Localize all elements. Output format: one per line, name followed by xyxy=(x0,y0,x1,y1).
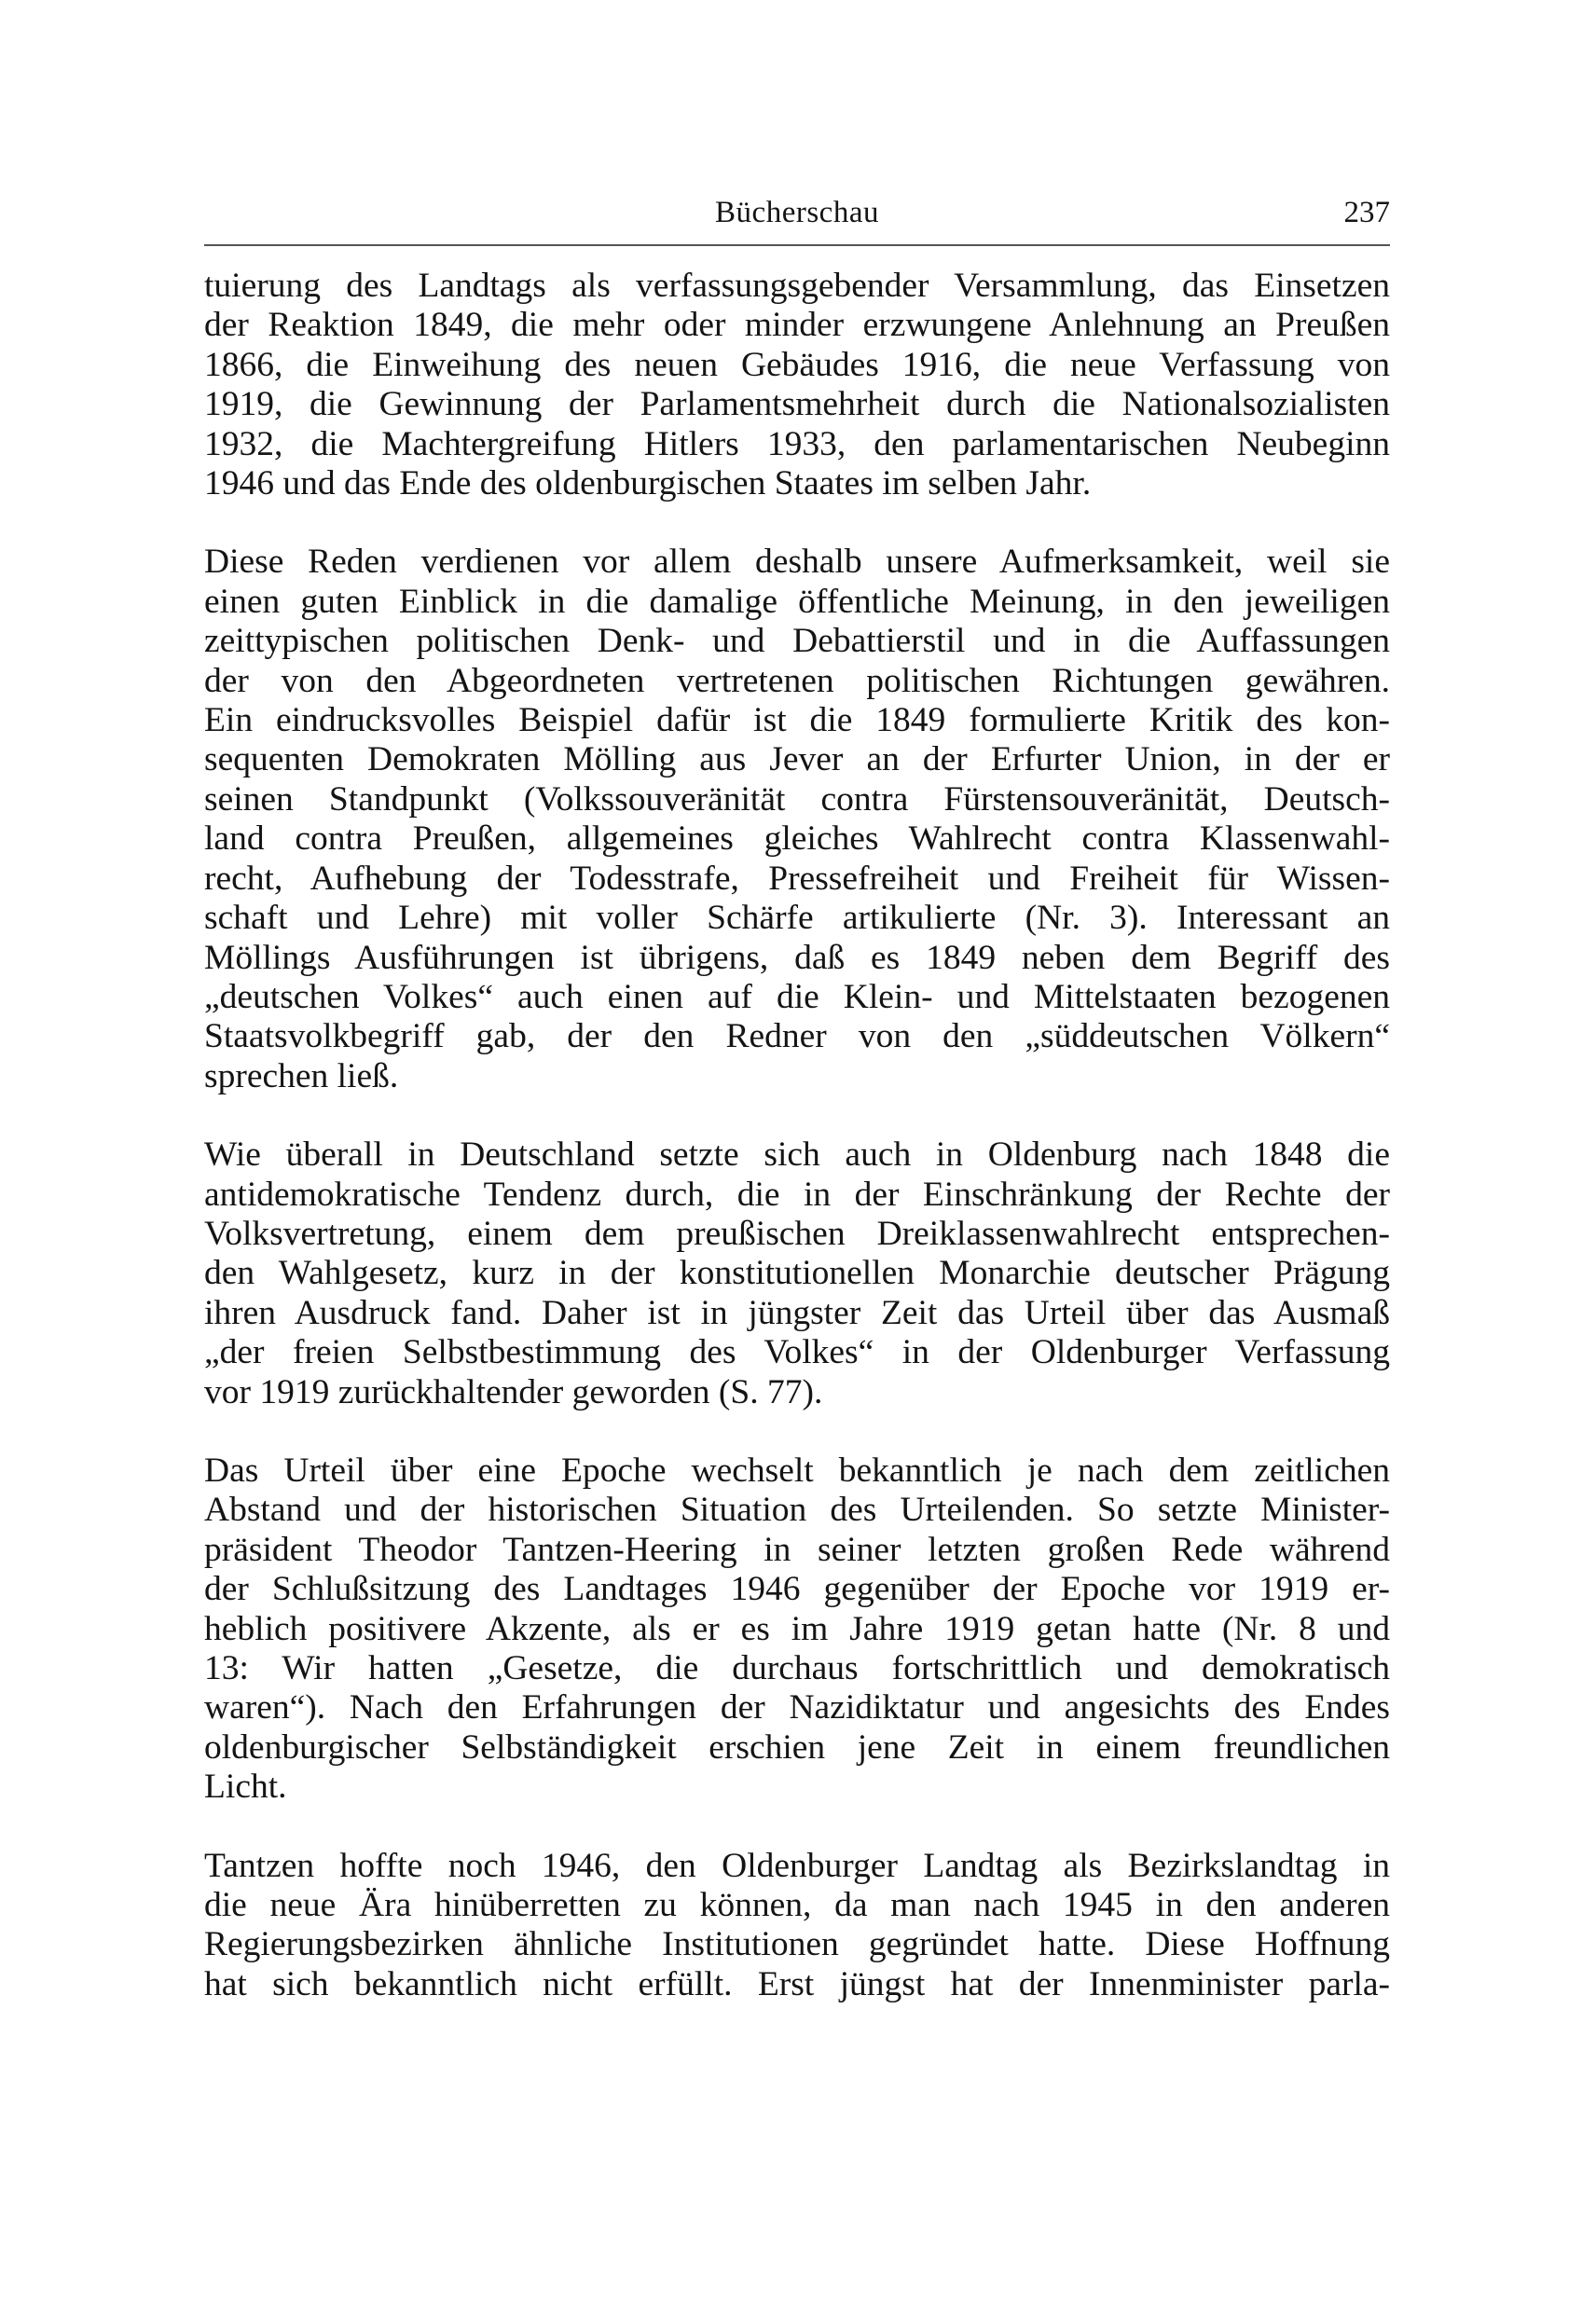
text-line: 13: Wir hatten „Gesetze, die durchaus fortschrittlich und demokratisch xyxy=(204,1649,1390,1687)
text-line: „deutschen Volkes“ auch einen auf die Klein- und Mittelstaaten bezogenen xyxy=(204,977,1390,1016)
text-line: Möllings Ausführungen ist übrigens, daß es 1849 neben dem Begriff des xyxy=(204,938,1390,977)
text-line: sequenten Demokraten Mölling aus Jever an der Erfurter Union, in der er xyxy=(204,740,1390,779)
text-line: 1866, die Einweihung des neuen Gebäudes 1916, die neue Verfassung von xyxy=(204,345,1390,384)
paragraph-gap xyxy=(204,1808,1390,1847)
text-line: schaft und Lehre) mit voller Schärfe artikulierte (Nr. 3). Interessant an xyxy=(204,899,1390,938)
text-line: antidemokratische Tendenz durch, die in der Einschränkung der Rechte der xyxy=(204,1175,1390,1214)
book-page xyxy=(204,186,1390,2004)
paragraph-gap xyxy=(204,503,1390,543)
text-line: Volksvertretung, einem dem preußischen Dreiklassenwahlrecht entsprechen- xyxy=(204,1214,1390,1253)
paragraph xyxy=(204,1847,1390,2005)
text-line: Diese Reden verdienen vor allem deshalb unsere Aufmerksamkeit, weil sie xyxy=(204,543,1390,582)
text-line: Ein eindrucksvolles Beispiel dafür ist die 1849 formulierte Kritik des kon- xyxy=(204,701,1390,740)
text-line: waren“). Nach den Erfahrungen der Nazidiktatur und angesichts des Endes xyxy=(204,1688,1390,1727)
text-line: oldenburgischer Selbständigkeit erschien jene Zeit in einem freundlichen xyxy=(204,1727,1390,1767)
text-line: den Wahlgesetz, kurz in der konstitutionellen Monarchie deutscher Prägung xyxy=(204,1254,1390,1293)
paragraph xyxy=(204,267,1390,503)
text-line: Abstand und der historischen Situation des Urteilenden. So setzte Minister- xyxy=(204,1491,1390,1530)
text-line: hat sich bekanntlich nicht erfüllt. Erst jüngst hat der Innenminister parla- xyxy=(204,1964,1390,2003)
paragraph-gap xyxy=(204,1096,1390,1135)
text-line: Regierungsbezirken ähnliche Institutionen gegründet hatte. Diese Hoffnung xyxy=(204,1925,1390,1964)
paragraph xyxy=(204,1452,1390,1808)
text-line: Staatsvolkbegriff gab, der den Redner von den „süddeutschen Völkern“ xyxy=(204,1017,1390,1056)
running-head-title: Bücherschau xyxy=(715,196,879,229)
text-line: sprechen ließ. xyxy=(204,1056,399,1095)
paragraph xyxy=(204,543,1390,1096)
text-line: zeittypischen politischen Denk- und Debattierstil und in die Auffassungen xyxy=(204,622,1390,661)
text-line: recht, Aufhebung der Todesstrafe, Pressefreiheit und Freiheit für Wissen- xyxy=(204,859,1390,898)
text-line: ihren Ausdruck fand. Daher ist in jüngster Zeit das Urteil über das Ausmaß xyxy=(204,1293,1390,1332)
text-line: land contra Preußen, allgemeines gleiches Wahlrecht contra Klassenwahl- xyxy=(204,819,1390,859)
text-line: einen guten Einblick in die damalige öffentliche Meinung, in den jeweiligen xyxy=(204,582,1390,621)
text-line: 1946 und das Ende des oldenburgischen Staates im selben Jahr. xyxy=(204,464,1092,503)
text-line: tuierung des Landtags als verfassungsgebender Versammlung, das Einsetzen xyxy=(204,267,1390,305)
text-line: der Schlußsitzung des Landtages 1946 gegenüber der Epoche vor 1919 er- xyxy=(204,1570,1390,1609)
text-line: die neue Ära hinüberretten zu können, da man nach 1945 in den anderen xyxy=(204,1886,1390,1925)
paragraph xyxy=(204,1135,1390,1412)
text-line: „der freien Selbstbestimmung des Volkes“ in der Oldenburger Verfassung xyxy=(204,1333,1390,1372)
text-line: der von den Abgeordneten vertretenen politischen Richtungen gewähren. xyxy=(204,661,1390,700)
text-line: der Reaktion 1849, die mehr oder minder erzwungene Anlehnung an Preußen xyxy=(204,306,1390,345)
running-head xyxy=(204,186,1390,239)
text-line: Licht. xyxy=(204,1768,287,1807)
text-line: Das Urteil über eine Epoche wechselt bekanntlich je nach dem zeitlichen xyxy=(204,1451,1390,1490)
text-line: vor 1919 zurückhaltender geworden (S. 77). xyxy=(204,1372,823,1411)
body-text xyxy=(204,267,1390,2004)
text-line: präsident Theodor Tantzen-Heering in seiner letzten großen Rede während xyxy=(204,1530,1390,1569)
text-line: heblich positivere Akzente, als er es im Jahre 1919 getan hatte (Nr. 8 und xyxy=(204,1609,1390,1648)
text-line: Tantzen hoffte noch 1946, den Oldenburger Landtag als Bezirkslandtag in xyxy=(204,1846,1390,1885)
header-rule xyxy=(204,244,1390,246)
text-line: seinen Standpunkt (Volkssouveränität contra Fürstensouveränität, Deutsch- xyxy=(204,779,1390,819)
page-number: 237 xyxy=(1343,196,1390,229)
text-line: 1919, die Gewinnung der Parlamentsmehrheit durch die Nationalsozialisten xyxy=(204,385,1390,424)
text-line: Wie überall in Deutschland setzte sich auch in Oldenburg nach 1848 die xyxy=(204,1135,1390,1175)
text-line: 1932, die Machtergreifung Hitlers 1933, den parlamentarischen Neubeginn xyxy=(204,424,1390,463)
paragraph-gap xyxy=(204,1412,1390,1452)
